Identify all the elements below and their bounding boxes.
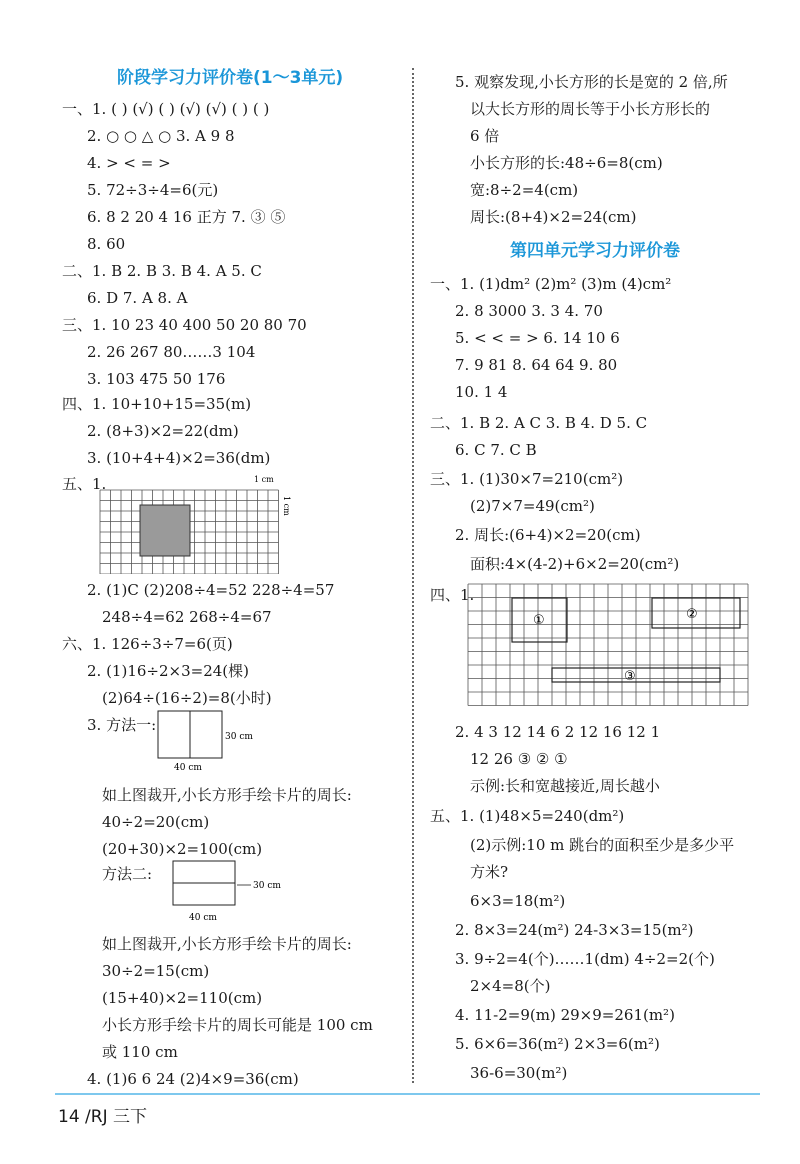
page-footer: 14 /RJ 三下 <box>58 1107 147 1127</box>
cut-figure-method-2 <box>165 858 295 926</box>
left-line: 3. 103 475 50 176 <box>87 370 226 388</box>
left-line: 如上图裁开,小长方形手绘卡片的周长: <box>102 935 352 953</box>
right-line: (2)7×7=49(cm²) <box>470 497 595 515</box>
right-line: 面积:4×(4-2)+6×2=20(cm²) <box>470 555 680 573</box>
left-line: 4. > < = > <box>87 154 171 172</box>
left-line: 3. (10+4+4)×2=36(dm) <box>87 449 271 467</box>
grid-figure-three-rectangles <box>466 582 756 710</box>
left-line: 2. (1)16÷2×3=24(棵) <box>87 662 249 680</box>
right-line: (2)示例:10 m 跳台的面积至少是多少平 <box>470 836 735 854</box>
fig1-bottom-label: 40 cm <box>174 763 202 773</box>
shape-label-3: ③ <box>624 669 636 684</box>
shape-label-1: ① <box>533 613 545 628</box>
left-line: 二、1. B 2. B 3. B 4. A 5. C <box>62 262 262 280</box>
left-line: 三、1. 10 23 40 400 50 20 80 70 <box>62 316 307 334</box>
right-line: 6. C 7. C B <box>455 441 537 459</box>
left-section-title: 阶段学习力评价卷(1～3单元) <box>117 68 344 88</box>
right-line: 2×4=8(个) <box>470 977 551 995</box>
left-line: 3. 方法一: <box>87 716 157 734</box>
right-section-title: 第四单元学习力评价卷 <box>510 241 680 261</box>
right-line: 二、1. B 2. A C 3. B 4. D 5. C <box>430 414 648 432</box>
left-line: 方法二: <box>102 865 153 883</box>
left-line: 五、1. <box>62 475 107 493</box>
left-line: 或 110 cm <box>102 1043 178 1061</box>
left-line: 4. (1)6 6 24 (2)4×9=36(cm) <box>87 1070 299 1088</box>
right-line: 五、1. (1)48×5=240(dm²) <box>430 807 625 825</box>
right-line: 2. 8×3=24(m²) 24-3×3=15(m²) <box>455 921 694 939</box>
fig1-side-label: 30 cm <box>225 732 253 742</box>
left-line: 四、1. 10+10+15=35(m) <box>62 395 252 413</box>
right-line: 示例:长和宽越接近,周长越小 <box>470 777 660 795</box>
right-line: 方米? <box>470 863 509 881</box>
cut-figure-method-1 <box>150 708 270 776</box>
right-line: 周长:(8+4)×2=24(cm) <box>470 208 637 226</box>
left-line: 2. (8+3)×2=22(dm) <box>87 422 239 440</box>
footer-rule <box>55 1093 760 1095</box>
left-line: 40÷2=20(cm) <box>102 813 210 831</box>
right-line: 3. 9÷2=4(个)……1(dm) 4÷2=2(个) <box>455 950 715 968</box>
right-line: 6 倍 <box>470 127 500 145</box>
right-line: 36-6=30(m²) <box>470 1064 568 1082</box>
right-line: 以大长方形的周长等于小长方形长的 <box>470 100 711 118</box>
right-line: 一、1. (1)dm² (2)m² (3)m (4)cm² <box>430 275 672 293</box>
left-line: 小长方形手绘卡片的周长可能是 100 cm <box>102 1016 373 1034</box>
left-line: 六、1. 126÷3÷7=6(页) <box>62 635 233 653</box>
left-line: (20+30)×2=100(cm) <box>102 840 263 858</box>
right-line: 5. 6×6=36(m²) 2×3=6(m²) <box>455 1035 660 1053</box>
left-line: 一、1. ( ) (√) ( ) (√) (√) ( ) ( ) <box>62 100 270 118</box>
fig2-side-label: 30 cm <box>253 881 281 891</box>
fig2-bottom-label: 40 cm <box>189 913 217 923</box>
grid-unit-label-h: 1 cm <box>254 475 274 484</box>
grid-unit-label-v: 1 cm <box>282 496 291 516</box>
grid-figure-shaded-square <box>96 474 306 574</box>
left-line: (15+40)×2=110(cm) <box>102 989 263 1007</box>
right-line: 2. 周长:(6+4)×2=20(cm) <box>455 526 641 544</box>
right-line: 10. 1 4 <box>455 383 508 401</box>
column-divider <box>412 68 414 1083</box>
right-line: 四、1. <box>430 586 475 604</box>
left-line: 8. 60 <box>87 235 126 253</box>
left-line: (2)64÷(16÷2)=8(小时) <box>102 689 272 707</box>
right-line: 12 26 ③ ② ① <box>470 750 568 768</box>
right-line: 4. 11-2=9(m) 29×9=261(m²) <box>455 1006 675 1024</box>
right-line: 小长方形的长:48÷6=8(cm) <box>470 154 663 172</box>
left-line: 2. (1)C (2)208÷4=52 228÷4=57 <box>87 581 335 599</box>
left-line: 2. 26 267 80……3 104 <box>87 343 256 361</box>
left-line: 如上图裁开,小长方形手绘卡片的周长: <box>102 786 352 804</box>
left-line: 30÷2=15(cm) <box>102 962 210 980</box>
right-line: 6×3=18(m²) <box>470 892 566 910</box>
right-line: 三、1. (1)30×7=210(cm²) <box>430 470 624 488</box>
right-line: 7. 9 81 8. 64 64 9. 80 <box>455 356 618 374</box>
right-line: 宽:8÷2=4(cm) <box>470 181 579 199</box>
right-line: 2. 4 3 12 14 6 2 12 16 12 1 <box>455 723 661 741</box>
shape-label-2: ② <box>686 607 698 622</box>
left-line: 6. 8 2 20 4 16 正方 7. ③ ⑤ <box>87 208 286 226</box>
right-line: 2. 8 3000 3. 3 4. 70 <box>455 302 603 320</box>
left-line: 5. 72÷3÷4=6(元) <box>87 181 219 199</box>
right-line: 5. 观察发现,小长方形的长是宽的 2 倍,所 <box>455 73 728 91</box>
left-line: 2. ○ ○ △ ○ 3. A 9 8 <box>87 127 235 145</box>
left-line: 6. D 7. A 8. A <box>87 289 188 307</box>
left-line: 248÷4=62 268÷4=67 <box>102 608 272 626</box>
right-line: 5. < < = > 6. 14 10 6 <box>455 329 620 347</box>
